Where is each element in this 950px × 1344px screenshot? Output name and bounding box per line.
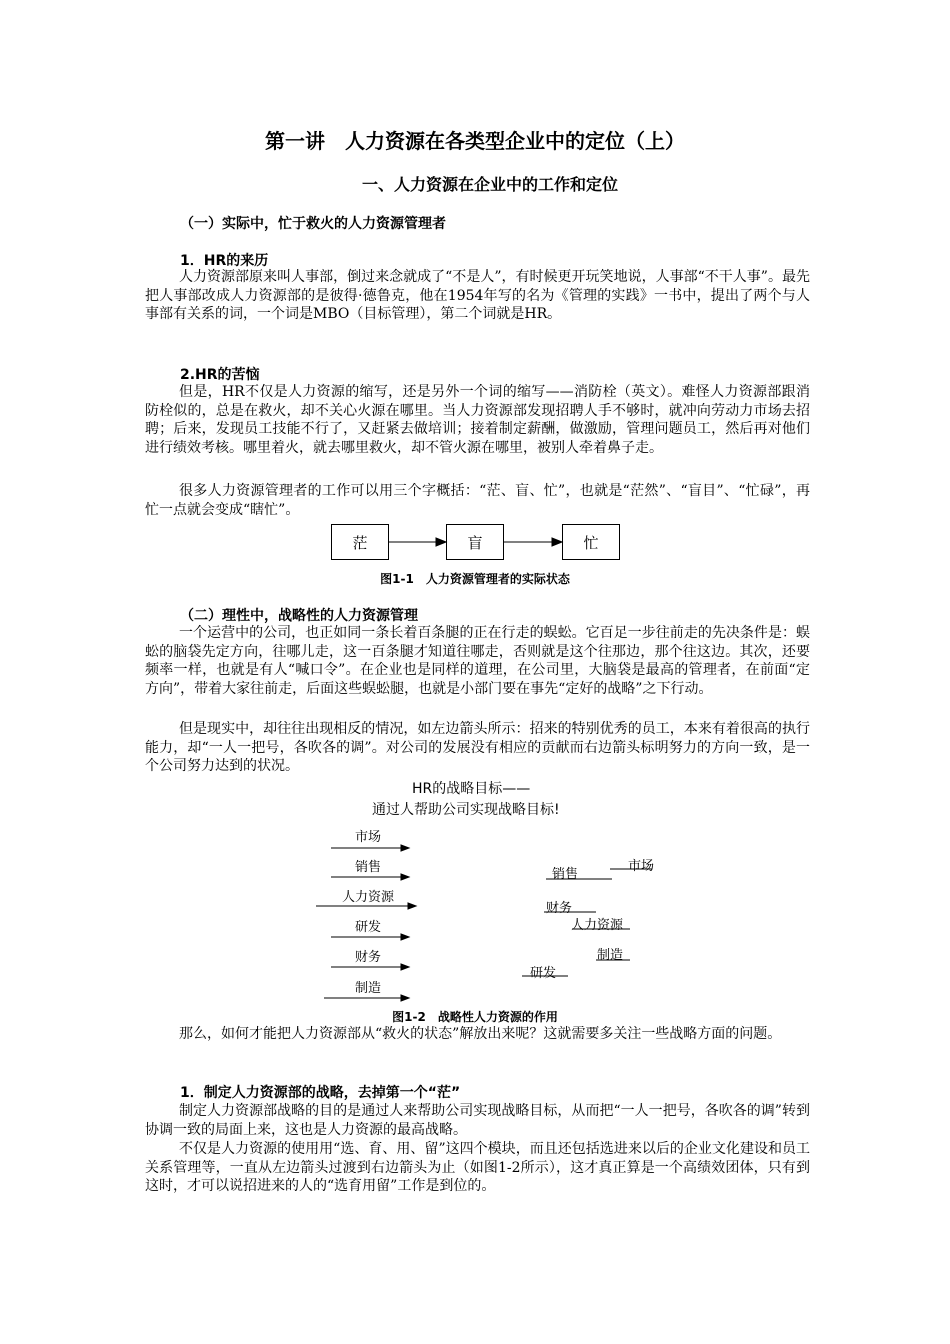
- right-label-finance: 财务: [546, 901, 573, 916]
- right-label-manufacturing: 制造: [597, 948, 624, 963]
- heading-hr-trouble: 2.HR的苦恼: [180, 367, 260, 383]
- paragraph-three-words: 很多人力资源管理者的工作可以用三个字概括：“茫、盲、忙”，也就是“茫然”、“盲目”、“忙碌”，再忙一点就会变成“瞎忙”。: [145, 483, 810, 518]
- subsection-heading-2: （二）理性中，战略性的人力资源管理: [180, 608, 418, 624]
- figure-1-1-caption: 图1-1 人力资源管理者的实际状态: [380, 572, 570, 586]
- left-label-rd: 研发: [355, 920, 382, 935]
- paragraph-reality: 但是现实中，却往往出现相反的情况，如左边箭头所示：招来的特别优秀的员工，本来有着很高的执行能力，却“一人一把号，各吹各的调”。对公司的发展没有相应的贡献而右边箭头标明努力的方向一致，是一个公司努力达到的状况。: [145, 721, 810, 775]
- left-label-sales: 销售: [355, 860, 382, 875]
- right-label-sales: 销售: [552, 867, 579, 882]
- box-mang: 茫: [331, 524, 389, 560]
- box-busy: 忙: [562, 524, 620, 560]
- subsection-heading-1: （一）实际中，忙于救火的人力资源管理者: [180, 216, 446, 232]
- paragraph-hr-origin: 人力资源部原来叫人事部，倒过来念就成了“不是人”，有时候更开玩笑地说，人事部“不干人事”。最先把人事部改成人力资源部的是彼得·德鲁克，他在1954年写的名为《管理的实践》一书中，提出了两个与人事部有关系的词，一个词是MBO（目标管理），第二个词就是HR。: [145, 269, 810, 323]
- paragraph-strategy-purpose: 制定人力资源部战略的目的是通过人来帮助公司实现战略目标，从而把“一人一把号，各吹各的调”转到协调一致的局面上来，这也是人力资源的最高战略。: [145, 1103, 810, 1138]
- left-label-hr: 人力资源: [342, 890, 395, 905]
- right-label-market: 市场: [628, 859, 655, 874]
- paragraph-centipede: 一个运营中的公司，也正如同一条长着百条腿的正在行走的蜈蚣。它百足一步往前走的先决条件是：蜈蚣的脑袋先定方向，往哪儿走，这一百条腿才知道往哪走，否则就是这个往那边，那个往这边。其次，还要频率一样，也就是有人“喊口令”。在企业也是同样的道理，在公司里，大脑袋是最高的管理者，在前面“定方向”，带着大家往前走，后面这些蜈蚣腿，也就是小部门要在事先“定好的战略”之下行动。: [145, 625, 810, 697]
- lecture-title: 第一讲 人力资源在各类型企业中的定位（上）: [265, 129, 685, 153]
- paragraph-strategy-modules: 不仅是人力资源的使用用“选、育、用、留”这四个模块，而且还包括选进来以后的企业文化建设和员工关系管理等，一直从左边箭头过渡到右边箭头为止（如图1-2所示），这才真正算是一个高绩效团体，只有到这时，才可以说招进来的人的“选育用留”工作是到位的。: [145, 1141, 810, 1195]
- right-label-rd: 研发: [530, 966, 557, 981]
- paragraph-hr-trouble: 但是，HR不仅是人力资源的缩写，还是另外一个词的缩写——消防栓（英文）。难怪人力资源部跟消防栓似的，总是在救火，却不关心火源在哪里。当人力资源部发现招聘人手不够时，就冲向劳动力市场去招聘；后来，发现员工技能不行了，又赶紧去做培训；接着制定薪酬，做激励，管理问题员工，然后再对他们进行绩效考核。哪里着火，就去哪里救火，却不管火源在哪里，被别人牵着鼻子走。: [145, 384, 810, 456]
- box-mang-blind: 盲: [446, 524, 504, 560]
- figure-1-2-caption: 图1-2 战略性人力资源的作用: [392, 1010, 558, 1024]
- figure-1-2-title-line2: 通过人帮助公司实现战略目标!: [372, 802, 560, 818]
- left-label-manufacturing: 制造: [355, 981, 382, 996]
- left-label-finance: 财务: [355, 950, 382, 965]
- paragraph-fire-state: 那么，如何才能把人力资源部从“救火的状态”解放出来呢？这就需要多关注一些战略方面的问题。: [179, 1026, 782, 1042]
- heading-strategy: 1．制定人力资源部的战略，去掉第一个“茫”: [180, 1085, 461, 1101]
- section-heading: 一、人力资源在企业中的工作和定位: [361, 175, 618, 194]
- right-label-hr: 人力资源: [571, 918, 624, 933]
- figure-1-2-title-line1: HR的战略目标——: [412, 781, 531, 797]
- heading-hr-origin: 1．HR的来历: [180, 253, 269, 269]
- left-label-market: 市场: [355, 830, 382, 845]
